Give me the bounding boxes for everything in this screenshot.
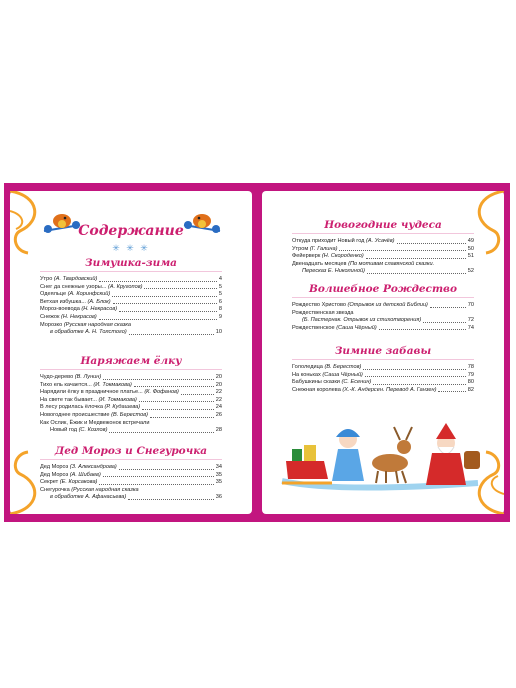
entry-author: (Б. Пастернак. Отрывок из стихотворения) [302, 317, 422, 324]
entry-title [292, 302, 428, 310]
entry-title [40, 397, 137, 405]
page-number: 36 [215, 494, 222, 501]
entry-text: Чудо-дерево [40, 374, 74, 380]
entry-title [50, 494, 126, 502]
section-title: Дед Мороз и Снегурочка [40, 445, 222, 460]
entry-title [40, 404, 140, 412]
toc-entry [40, 464, 222, 472]
entry-author: Пересказ Е. Николиной) [302, 268, 365, 275]
dot-leader [109, 432, 213, 433]
page-number: 24 [215, 404, 222, 411]
toc-entry [40, 412, 222, 420]
entry-text: Гололедица [292, 364, 323, 370]
entry-author: (Х.-К. Андерсен. Перевод А. Ганзен) [342, 386, 437, 393]
santa-sleigh-illustration [278, 421, 492, 501]
dot-leader [103, 379, 214, 380]
entry-title [40, 276, 97, 284]
dot-leader [142, 409, 214, 410]
page-number: 79 [467, 371, 474, 378]
entry-title [40, 382, 132, 390]
page-number: 20 [215, 381, 222, 388]
section-title: Зимние забавы [292, 345, 474, 360]
dot-leader [144, 288, 216, 289]
page-number: 78 [467, 364, 474, 370]
toc-entry [40, 487, 222, 495]
entry-text: Снег да снежные узоры... [40, 283, 107, 290]
page-number: 51 [467, 253, 474, 260]
entry-text: Снегурочка [40, 486, 70, 493]
entry-text: Секрет [40, 479, 59, 486]
entry-author: (Р. Кудашева) [104, 404, 141, 411]
page-number: 9 [218, 313, 222, 320]
toc-entry [292, 325, 474, 333]
entry-author: (Саша Чёрный) [322, 371, 363, 378]
snowflake-divider: ✳ ✳ ✳ [112, 243, 150, 253]
entry-author: (Н. Некрасов) [61, 313, 97, 320]
page-number: 5 [218, 283, 222, 290]
page-number: 70 [467, 302, 474, 308]
toc-entry [40, 382, 222, 390]
dot-leader [339, 250, 465, 251]
right-page [262, 191, 504, 514]
dot-leader [365, 376, 466, 377]
page-number: 35 [215, 471, 222, 478]
toc-section [292, 219, 474, 276]
toc-entry [40, 299, 222, 307]
entry-title [292, 379, 371, 387]
entry-text: В лесу родилась ёлочка [40, 404, 103, 411]
toc-entry [40, 329, 222, 337]
sleigh-icon [286, 461, 328, 479]
entry-text: Новый год [50, 427, 77, 434]
entry-title [292, 372, 363, 380]
section-title: Волшебное Рождество [292, 283, 474, 298]
entry-title [292, 364, 361, 372]
entry-text: Фейерверк [292, 253, 321, 260]
entry-author: (И. Токмакова) [98, 396, 137, 403]
dot-leader [139, 401, 214, 402]
toc-entry [292, 317, 474, 325]
toc-section [40, 445, 222, 502]
entry-author: (Н. Скороденко) [321, 253, 364, 260]
entry-title [40, 479, 97, 487]
entry-title [40, 374, 101, 382]
page-number: 26 [215, 411, 222, 418]
entry-title [40, 464, 117, 472]
entry-author: (А. Коринфский) [67, 291, 111, 298]
page-number: 72 [467, 317, 474, 324]
entry-author: (И. Токмакова) [93, 381, 132, 388]
toc-entry [292, 253, 474, 261]
entry-author: (К. Фофанов) [144, 389, 179, 396]
toc-entry [40, 322, 222, 330]
entry-text: Ветхая избушка... [40, 298, 86, 305]
entry-text: Откуда приходит Новый год [292, 238, 365, 244]
entry-title [40, 487, 139, 493]
dot-leader [430, 307, 466, 308]
entry-title [292, 387, 436, 395]
entry-text: Рождественская звезда [292, 309, 354, 316]
entry-text: Бабушкины сказки [292, 379, 340, 386]
toc-list [292, 302, 474, 332]
entry-title [40, 299, 111, 307]
toc-entry [40, 389, 222, 397]
section-title: Наряжаем ёлку [40, 355, 222, 370]
page-number: 6 [218, 298, 222, 305]
toc-list [292, 364, 474, 394]
toc-entry [40, 404, 222, 412]
entry-author: (Г. Галина) [309, 245, 338, 252]
page-number: 4 [218, 276, 222, 282]
toc-list [40, 276, 222, 337]
page-number: 20 [215, 374, 222, 380]
entry-author: (А. Усачёв) [366, 238, 395, 244]
entry-author: (А. Шибаев) [69, 471, 101, 478]
toc-entry [292, 302, 474, 310]
entry-text: Дед Мороз [40, 464, 69, 470]
dot-leader [397, 243, 466, 244]
dot-leader [119, 469, 214, 470]
entry-title [40, 420, 149, 426]
entry-author: (В. Лунин) [74, 374, 102, 380]
page-number: 52 [467, 268, 474, 275]
dot-leader [363, 369, 465, 370]
entry-title [50, 329, 127, 337]
page-number: 22 [215, 396, 222, 403]
entry-text: Новогоднее происшествие [40, 411, 110, 418]
dot-leader [373, 384, 465, 385]
dot-leader [103, 476, 214, 477]
entry-text: Утро [40, 276, 53, 282]
entry-author: (А. Твардовский) [53, 276, 98, 282]
entry-text: На свете так бывает... [40, 396, 97, 403]
page-number: 74 [467, 324, 474, 331]
entry-author: в обработке А. Афанасьева) [50, 494, 127, 501]
entry-title [40, 306, 117, 314]
page-number: 49 [467, 238, 474, 244]
dot-leader [367, 273, 466, 274]
dot-leader [128, 499, 213, 500]
toc-list [40, 374, 222, 435]
toc-list [292, 238, 474, 276]
dot-leader [423, 322, 466, 323]
toc-entry [40, 427, 222, 435]
entry-text: На коньках [292, 371, 321, 378]
page-number: 35 [215, 479, 222, 486]
entry-text: Как Ослик, Ёжик и Медвежонок встречали [40, 419, 150, 426]
entry-title [40, 314, 97, 322]
entry-author: (С. Козлов) [78, 427, 108, 434]
entry-author: (Отрывок из детской Библии) [347, 302, 428, 308]
entry-text: Нарядили ёлку в праздничное платье... [40, 389, 143, 396]
section-title: Зимушка-зима [40, 257, 222, 272]
entry-author: в обработке А. Н. Толстого) [50, 329, 127, 336]
entry-author: (В. Берестов) [324, 364, 362, 370]
toc-entry [292, 310, 474, 318]
entry-author: (В. Берестов) [111, 411, 149, 418]
entry-title [292, 325, 377, 333]
page-number: 5 [218, 291, 222, 298]
entry-author: (С. Есенин) [341, 379, 372, 386]
entry-title [292, 238, 395, 246]
page-number: 10 [215, 329, 222, 336]
toc-entry [292, 238, 474, 246]
dot-leader [379, 329, 466, 330]
entry-text: Одеяльце [40, 291, 67, 298]
toc-section [292, 345, 474, 394]
toc-section [40, 355, 222, 435]
entry-text: Рождество Христово [292, 302, 346, 308]
dot-leader [113, 303, 217, 304]
toc-entry [292, 387, 474, 395]
toc-section [40, 257, 222, 337]
page-number: 80 [467, 379, 474, 386]
toc-entry [292, 268, 474, 276]
page-number: 50 [467, 245, 474, 252]
entry-author: (Русская народная сказка [63, 321, 132, 328]
entry-text: Тихо ель качается... [40, 381, 92, 388]
toc-entry [40, 397, 222, 405]
dot-leader [181, 394, 214, 395]
page-number: 34 [215, 464, 222, 470]
toc-entry [40, 314, 222, 322]
page-number: 28 [215, 427, 222, 434]
entry-title [302, 268, 365, 276]
left-page-content [40, 191, 222, 514]
entry-title [292, 310, 353, 316]
entry-text: Морозко [40, 321, 63, 328]
entry-text: Дед Мороз [40, 471, 69, 478]
entry-text: Утром [292, 245, 309, 252]
dot-leader [99, 484, 213, 485]
dot-leader [119, 311, 217, 312]
entry-title [302, 317, 421, 325]
toc-entry [292, 372, 474, 380]
entry-author: (З. Александрова) [69, 464, 117, 470]
entry-title [40, 322, 131, 328]
dot-leader [99, 281, 216, 282]
entry-text: Двенадцать месяцев [292, 260, 347, 267]
entry-title [40, 389, 179, 397]
dot-leader [99, 319, 217, 320]
entry-author: (А. Кругопов) [107, 283, 143, 290]
entry-title [40, 472, 101, 480]
dot-leader [129, 334, 214, 335]
entry-title [40, 291, 110, 299]
entry-text: Снежок [40, 313, 60, 320]
dot-leader [150, 417, 214, 418]
entry-author: (Русская народная сказка [71, 486, 139, 493]
entry-title [292, 253, 364, 261]
entry-author: (Е. Корсакова) [59, 479, 98, 486]
toc-entry [40, 494, 222, 502]
toc-entry [292, 364, 474, 372]
dot-leader [438, 391, 465, 392]
entry-author: (А. Блок) [87, 298, 111, 305]
entry-title [50, 427, 107, 435]
entry-text: Мороз-воевода [40, 306, 80, 313]
entry-author: (Н. Некрасов) [81, 306, 118, 313]
dot-leader [112, 296, 217, 297]
page-number: 82 [467, 386, 474, 393]
toc-entry [292, 379, 474, 387]
entry-title [292, 261, 434, 267]
entry-text: Рождественское [292, 324, 335, 331]
dot-leader [134, 386, 214, 387]
entry-author: (По мотивам славянской сказки. [348, 260, 435, 267]
toc-entry [40, 306, 222, 314]
toc-list [40, 464, 222, 502]
entry-text: Снежная королева [292, 386, 341, 393]
page-number: 8 [218, 306, 222, 313]
toc-entry [40, 479, 222, 487]
toc-section [292, 283, 474, 332]
left-page [10, 191, 252, 514]
section-title: Новогодние чудеса [292, 219, 474, 234]
page-title: Содержание [78, 223, 184, 239]
toc-entry [40, 276, 222, 284]
page-number: 22 [215, 389, 222, 396]
book-spread [4, 183, 510, 522]
entry-author: (Саша Чёрный) [336, 324, 377, 331]
dot-leader [366, 258, 466, 259]
reindeer-icon [372, 454, 408, 472]
toc-entry [40, 291, 222, 299]
toc-entry [40, 374, 222, 382]
toc-entry [40, 472, 222, 480]
entry-title [40, 412, 148, 420]
